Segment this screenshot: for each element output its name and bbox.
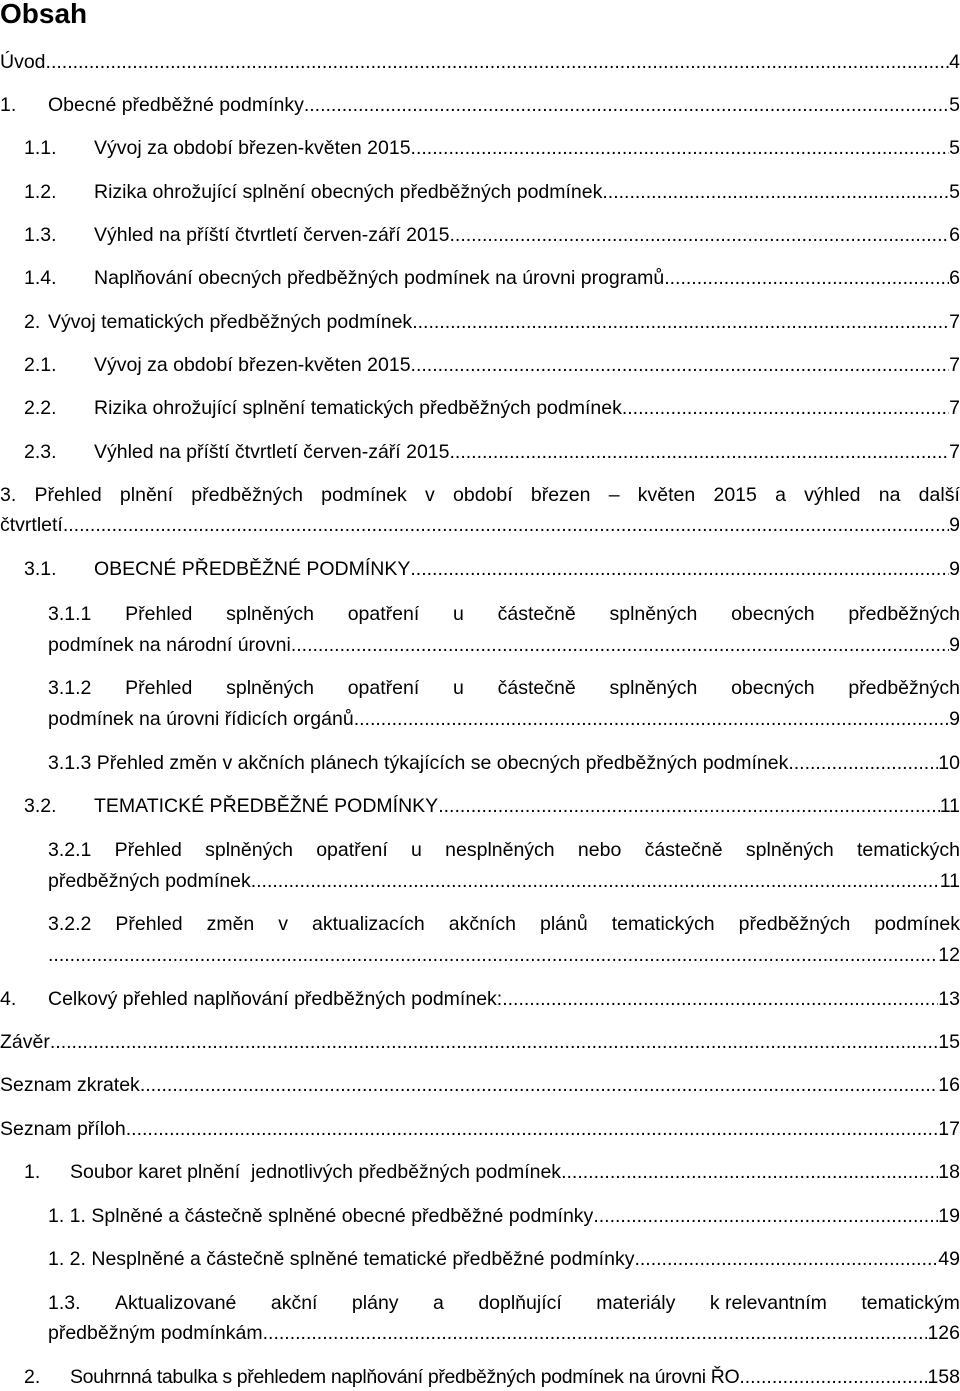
toc-leader-dots (126, 1116, 939, 1142)
toc-page-number: 158 (927, 1366, 960, 1388)
toc-page-number: 13 (938, 988, 960, 1010)
toc-entry-uvod[interactable] (0, 49, 960, 75)
toc-entry-text: Závěr (0, 1031, 50, 1053)
toc-entry-1-1[interactable] (24, 135, 960, 161)
toc-entry-priloha-1-3-line1[interactable] (48, 1290, 960, 1316)
toc-word: splněných (205, 839, 293, 861)
toc-entry-1-4[interactable] (24, 265, 960, 291)
toc-word: na (878, 484, 901, 506)
toc-word: Přehled (114, 839, 182, 861)
toc-word: akční (270, 1292, 318, 1314)
toc-word: k relevantním (709, 1292, 827, 1314)
toc-leader-dots (251, 868, 940, 894)
toc-word: v (425, 484, 435, 506)
toc-word: doplňující (478, 1292, 562, 1314)
toc-page-number: 6 (949, 267, 960, 289)
toc-entry-text: 3.1.3 Přehled změn v akčních plánech týkajících se obecných předběžných podmínek (48, 752, 789, 774)
toc-entry-number: 2.3. (24, 441, 57, 463)
toc-leader-dots (634, 1246, 938, 1272)
toc-entry-text: podmínek na úrovni řídicích orgánů (48, 708, 354, 730)
toc-entry-priloha-1-1[interactable] (48, 1203, 960, 1229)
toc-entry-text: Rizika ohrožující splnění tematických předběžných podmínek (94, 397, 622, 419)
toc-entry-text: Vývoj tematických předběžných podmínek (48, 311, 413, 333)
toc-leader-dots (411, 352, 950, 378)
toc-leader-dots (561, 1159, 938, 1185)
toc-page-number: 18 (938, 1161, 960, 1183)
toc-word: květen (637, 484, 696, 506)
toc-entry-zkratky[interactable] (0, 1072, 960, 1098)
toc-page-number: 7 (949, 311, 960, 333)
toc-word: březen (530, 484, 591, 506)
toc-entry-3-2-1-line2[interactable] (48, 868, 960, 894)
toc-entry-number: 2. (24, 1366, 41, 1388)
toc-word: u (411, 839, 422, 861)
toc-leader-dots (593, 1203, 938, 1229)
toc-entry-2-3[interactable] (24, 439, 960, 465)
toc-entry-text: Vývoj za období březen-květen 2015 (94, 137, 411, 159)
toc-word: další (918, 484, 960, 506)
toc-entry-text: TEMATICKÉ PŘEDBĚŽNÉ PODMÍNKY (94, 795, 439, 817)
toc-page-number: 7 (949, 397, 960, 419)
toc-entry-number: 1.3. (24, 224, 57, 246)
toc-leader-dots (622, 395, 949, 421)
toc-word: změn (206, 913, 255, 935)
toc-entry-number: 1.2. (24, 181, 57, 203)
toc-entry-number: 3.2.2 (48, 913, 92, 935)
toc-page-number: 6 (949, 224, 960, 246)
toc-page-number: 15 (938, 1031, 960, 1053)
toc-entry-text: Výhled na příští čtvrtletí červen-září 2015 (94, 441, 450, 463)
toc-entry-text: Seznam zkratek (0, 1074, 140, 1096)
toc-word: nebo (577, 839, 622, 861)
toc-entry-text: Výhled na příští čtvrtletí červen-září 2015 (94, 224, 450, 246)
toc-entry-number: 2.1. (24, 354, 57, 376)
toc-word: předběžných (848, 677, 960, 699)
toc-entry-text: Celkový přehled naplňování předběžných podmínek: (48, 988, 503, 1010)
toc-page-number: 10 (938, 752, 960, 774)
toc-entry-number: 3.1. (24, 558, 57, 580)
toc-entry-number: 1.1. (24, 137, 57, 159)
toc-entry-number: 1. (0, 94, 17, 116)
toc-entry-3-1-2-line1[interactable] (48, 675, 960, 701)
toc-leader-dots (502, 986, 938, 1012)
toc-page-number: 5 (949, 137, 960, 159)
toc-entry-text: podmínek na národní úrovni (48, 634, 291, 656)
toc-word: splněných (226, 677, 314, 699)
toc-word: 2015 (713, 484, 757, 506)
toc-word: částečně (644, 839, 723, 861)
toc-page-number: 7 (949, 441, 960, 463)
toc-entry-3-2-2-line1[interactable] (48, 911, 960, 937)
toc-word: plány (351, 1292, 399, 1314)
toc-word: výhled (804, 484, 861, 506)
toc-word: obecných (731, 603, 815, 625)
toc-leader-dots (46, 49, 950, 75)
toc-page-number: 126 (927, 1322, 960, 1344)
toc-entry-3-1-1-line2[interactable] (48, 632, 960, 658)
toc-leader-dots (450, 439, 950, 465)
toc-word: materiály (596, 1292, 676, 1314)
toc-entry-text: předběžným podmínkám (48, 1322, 263, 1344)
toc-leader-dots (140, 1072, 938, 1098)
toc-entry-priloha-1[interactable] (24, 1159, 960, 1185)
toc-entry-number: 1. (24, 1161, 41, 1183)
toc-entry-text: OBECNÉ PŘEDBĚŽNÉ PODMÍNKY (94, 558, 411, 580)
toc-word: – (608, 484, 620, 506)
toc-word: částečně (497, 603, 576, 625)
toc-word: Přehled (115, 913, 183, 935)
toc-leader-dots (438, 793, 940, 819)
toc-leader-dots (304, 92, 949, 118)
toc-page-number: 9 (949, 558, 960, 580)
page-title: Obsah (0, 0, 88, 29)
toc-page-number: 7 (949, 354, 960, 376)
toc-word: tematickým (861, 1292, 960, 1314)
toc-entry-text: Souhrnná tabulka s přehledem naplňování předběžných podmínek na úrovni ŘO (70, 1366, 740, 1388)
toc-word: Přehled (125, 677, 193, 699)
toc-word: a (775, 484, 786, 506)
toc-leader-dots (63, 512, 949, 538)
toc-word: plánů (539, 913, 588, 935)
toc-leader-dots (739, 1364, 927, 1390)
toc-leader-dots (354, 706, 949, 732)
toc-entry-prilohy[interactable] (0, 1116, 960, 1142)
toc-word: opatření (316, 839, 388, 861)
toc-entry-text: Úvod (0, 51, 46, 73)
toc-entry-number: 1.4. (24, 267, 57, 289)
toc-page-number: 5 (949, 181, 960, 203)
toc-entry-2-2[interactable] (24, 395, 960, 421)
toc-entry-number: 3.2. (24, 795, 57, 817)
toc-entry-3-line2[interactable] (0, 512, 960, 538)
toc-word: a (433, 1292, 444, 1314)
toc-entry-2[interactable] (24, 309, 960, 335)
toc-page-number: 9 (949, 634, 960, 656)
toc-entry-3-1[interactable] (24, 556, 960, 582)
toc-page-number: 16 (938, 1074, 960, 1096)
toc-page-number: 11 (939, 870, 960, 892)
toc-page-number: 49 (938, 1248, 960, 1270)
toc-page-number: 9 (949, 514, 960, 536)
toc-entry-zaver[interactable] (0, 1029, 960, 1055)
toc-word: splněných (745, 839, 834, 861)
toc-entry-text: Obecné předběžné podmínky (48, 94, 304, 116)
toc-leader-dots (450, 222, 950, 248)
toc-entry-number: 3.1.2 (48, 677, 92, 699)
toc-word: u (453, 677, 464, 699)
toc-word: splněných (226, 603, 314, 625)
toc-word: opatření (347, 603, 420, 625)
toc-word: u (453, 603, 464, 625)
toc-word: částečně (497, 677, 576, 699)
toc-word: tematických (611, 913, 715, 935)
toc-word: plnění (119, 484, 174, 506)
toc-leader-dots (412, 309, 949, 335)
toc-entry-1-2[interactable] (24, 179, 960, 205)
toc-word: Aktualizované (114, 1292, 237, 1314)
toc-word: předběžných (848, 603, 960, 625)
toc-word: splněných (609, 677, 698, 699)
toc-word: nesplněných (445, 839, 555, 861)
toc-leader-dots (50, 1029, 938, 1055)
toc-entry-number: 4. (0, 988, 17, 1010)
toc-word: Přehled (125, 603, 193, 625)
toc-entry-text: Naplňování obecných předběžných podmínek na úrovni programů (94, 267, 665, 289)
toc-word: předběžných (191, 484, 303, 506)
toc-entry-1[interactable] (0, 92, 960, 118)
toc-word: obecných (731, 677, 815, 699)
toc-entry-3-2-1-line1[interactable] (48, 837, 960, 863)
toc-page-number: 19 (938, 1205, 960, 1227)
toc-entry-number: 2.2. (24, 397, 57, 419)
toc-entry-3-line1[interactable] (0, 482, 960, 508)
toc-entry-1-3[interactable] (24, 222, 960, 248)
toc-entry-number: 3.1.1 (48, 603, 92, 625)
toc-entry-3-1-3[interactable] (48, 750, 960, 776)
toc-word: splněných (609, 603, 698, 625)
toc-leader-dots (602, 179, 949, 205)
toc-word: Přehled (34, 484, 102, 506)
toc-entry-priloha-1-2[interactable] (48, 1246, 960, 1272)
toc-leader-dots (48, 942, 938, 968)
toc-entry-text: předběžných podmínek (48, 870, 251, 892)
toc-entry-text: čtvrtletí (0, 514, 63, 536)
toc-leader-dots (664, 265, 949, 291)
toc-entry-3-1-2-line2[interactable] (48, 706, 960, 732)
toc-word: opatření (347, 677, 420, 699)
toc-leader-dots (788, 750, 938, 776)
toc-page-number: 17 (938, 1118, 960, 1140)
toc-leader-dots (291, 632, 949, 658)
toc-page-number: 4 (949, 51, 960, 73)
toc-entry-3-2-2-line2[interactable] (48, 942, 960, 968)
toc-entry-text: Seznam příloh (0, 1118, 126, 1140)
toc-word: tematických (856, 839, 960, 861)
toc-entry-number: 1.3. (48, 1292, 81, 1314)
toc-entry-3-1-1-line1[interactable] (48, 601, 960, 627)
toc-entry-priloha-2[interactable] (24, 1364, 960, 1390)
toc-word: aktualizacích (312, 913, 425, 935)
toc-page-number: 12 (938, 944, 960, 966)
toc-leader-dots (411, 135, 950, 161)
toc-leader-dots (410, 556, 949, 582)
toc-entry-text: 1. 1. Splněné a částečně splněné obecné předběžné podmínky (48, 1205, 594, 1227)
toc-page-number: 9 (949, 708, 960, 730)
toc-entry-number: 2. (24, 311, 41, 333)
toc-word: podmínek (874, 913, 960, 935)
toc-word: předběžných (738, 913, 851, 935)
toc-entry-text: Rizika ohrožující splnění obecných předběžných podmínek (94, 181, 603, 203)
toc-word: podmínek (321, 484, 407, 506)
toc-entry-text: Vývoj za období březen-květen 2015 (94, 354, 411, 376)
toc-entry-number: 3.2.1 (48, 839, 92, 861)
toc-entry-2-1[interactable] (24, 352, 960, 378)
toc-page-number: 5 (949, 94, 960, 116)
toc-entry-text: 1. 2. Nesplněné a částečně splněné tematické předběžné podmínky (48, 1248, 635, 1270)
toc-word: akčních (448, 913, 516, 935)
toc-word: v (278, 913, 289, 935)
toc-page-number: 11 (939, 795, 960, 817)
toc-entry-text: Soubor karet plnění jednotlivých předběžných podmínek (70, 1161, 562, 1183)
toc-entry-4[interactable] (0, 986, 960, 1012)
toc-entry-3-2[interactable] (24, 793, 960, 819)
toc-entry-priloha-1-3-line2[interactable] (48, 1320, 960, 1346)
toc-word: období (453, 484, 513, 506)
toc-entry-number: 3. (0, 484, 17, 506)
toc-leader-dots (263, 1320, 928, 1346)
